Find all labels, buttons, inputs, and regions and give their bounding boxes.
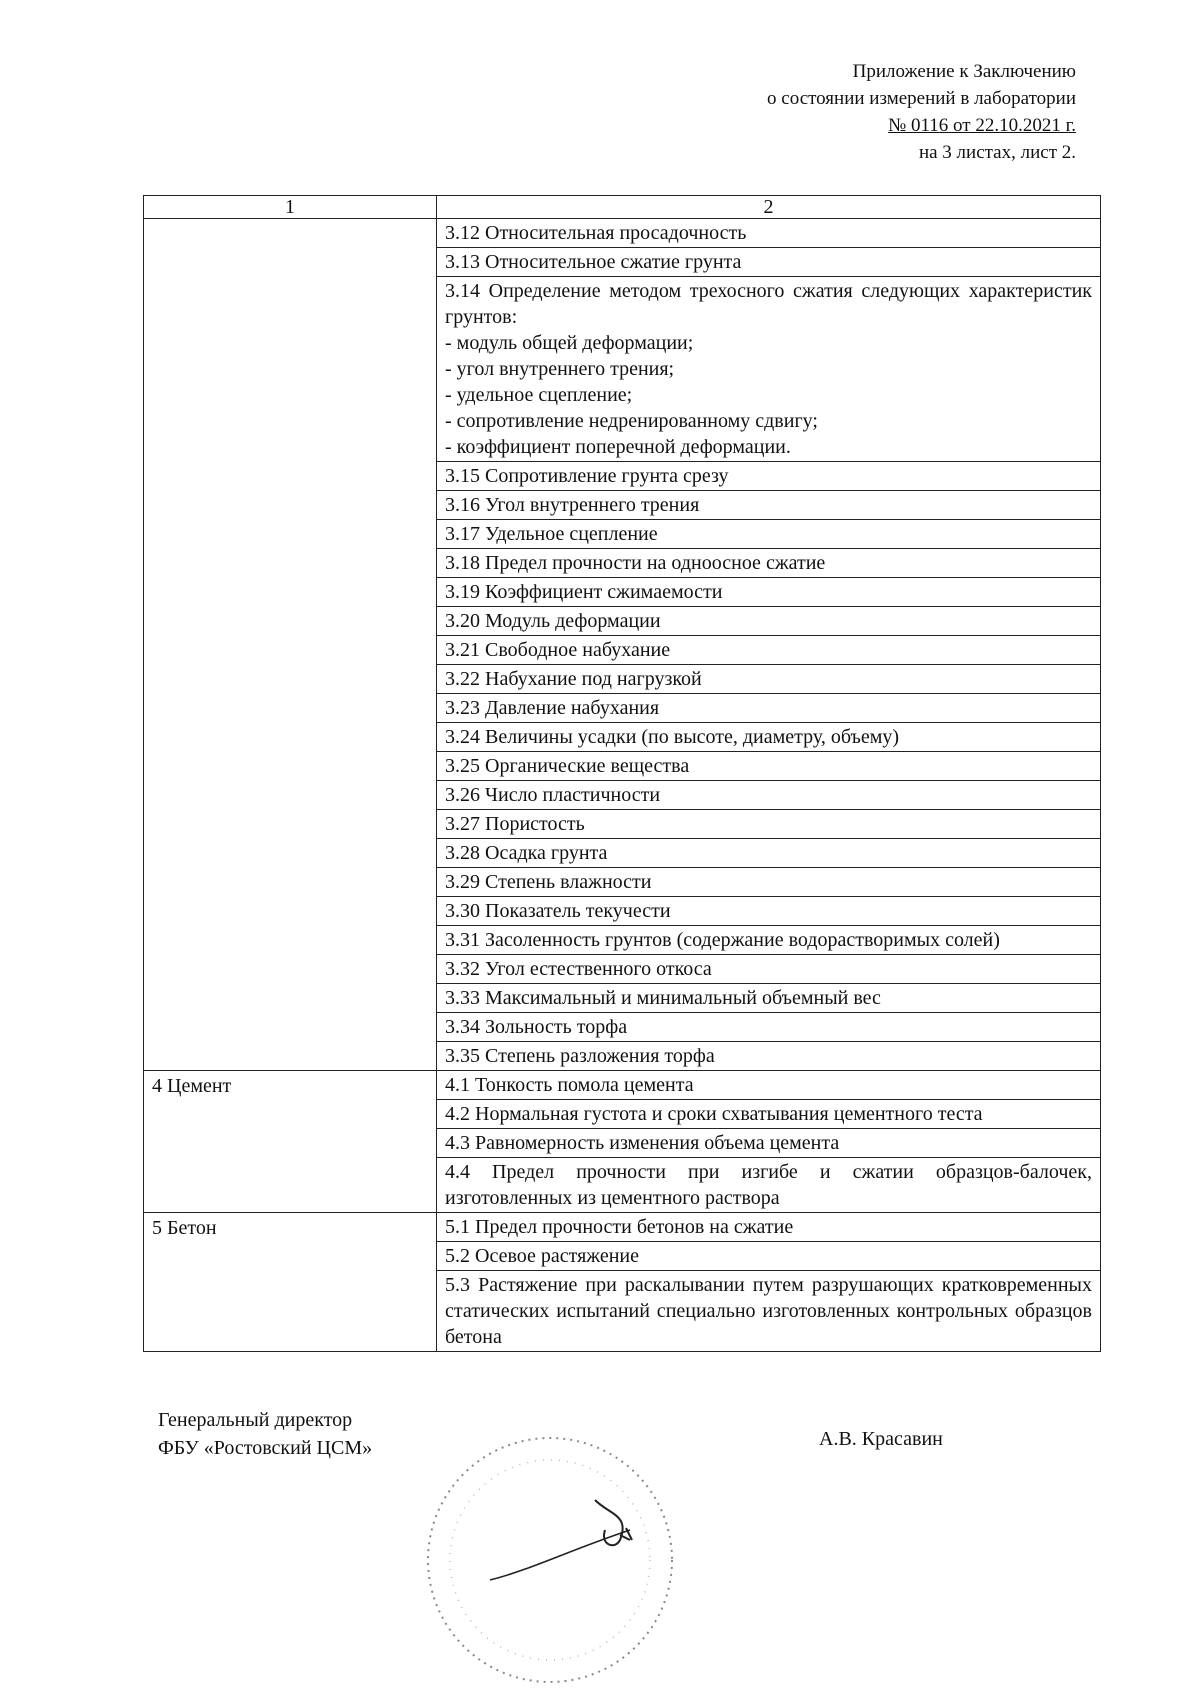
method-cell: 4.3 Равномерность изменения объема цемента [437,1129,1101,1158]
methods-table [143,195,1101,1352]
method-cell: 3.19 Коэффициент сжимаемости [437,578,1101,607]
method-cell: 5.3 Растяжение при раскалывании путем разрушающих кратковременных статических испытаний специально изготовленных контрольных образцов бетона [437,1271,1101,1352]
method-cell: 5.2 Осевое растяжение [437,1242,1101,1271]
signer-position: Генеральный директор [158,1409,353,1431]
table-body [144,219,1101,1352]
method-cell: 3.14 Определение методом трехосного сжатия следующих характеристик грунтов: - модуль общей деформации; - угол внутреннего трения; - удельное сцепление; - сопротивление недренированному сдвигу; - коэффициент поперечной деформации. [437,277,1101,462]
method-cell: 3.23 Давление набухания [437,694,1101,723]
method-cell: 3.24 Величины усадки (по высоте, диаметру, объему) [437,723,1101,752]
signer-name: А.В. Красавин [819,1428,943,1450]
method-cell: 3.29 Степень влажности [437,868,1101,897]
header-sheet-info: на 3 листах, лист 2. [918,142,1076,163]
signature-block [158,1406,372,1462]
method-cell: 3.17 Удельное сцепление [437,520,1101,549]
category-cell [144,219,437,1071]
method-cell: 3.20 Модуль деформации [437,607,1101,636]
method-cell: 3.28 Осадка грунта [437,839,1101,868]
document-header [656,58,1076,166]
method-cell: 3.33 Максимальный и минимальный объемный вес [437,984,1101,1013]
category-cell: 5 Бетон [144,1213,437,1352]
table-header-row [144,196,1101,219]
header-line-1: Приложение к Заключению [852,61,1076,82]
method-cell: 3.16 Угол внутреннего трения [437,491,1101,520]
method-cell: 3.30 Показатель текучести [437,897,1101,926]
method-cell: 3.26 Число пластичности [437,781,1101,810]
table-row [144,219,1101,248]
header-document-number: № 0116 от 22.10.2021 г. [888,115,1076,136]
method-cell: 3.35 Степень разложения торфа [437,1042,1101,1071]
header-line-2: о состоянии измерений в лаборатории [767,88,1076,109]
method-cell: 3.15 Сопротивление грунта срезу [437,462,1101,491]
table-row [144,1213,1101,1242]
column-1-header: 1 [144,196,437,219]
category-cell: 4 Цемент [144,1071,437,1213]
method-cell: 4.2 Нормальная густота и сроки схватывания цементного теста [437,1100,1101,1129]
table-row [144,1071,1101,1100]
method-cell: 3.27 Пористость [437,810,1101,839]
method-cell: 4.1 Тонкость помола цемента [437,1071,1101,1100]
method-cell: 3.32 Угол естественного откоса [437,955,1101,984]
method-cell: 3.31 Засоленность грунтов (содержание водорастворимых солей) [437,926,1101,955]
method-cell: 3.13 Относительное сжатие грунта [437,248,1101,277]
seal-stamp [420,1430,680,1690]
column-2-header: 2 [437,196,1101,219]
method-cell: 3.18 Предел прочности на одноосное сжатие [437,549,1101,578]
method-cell: 5.1 Предел прочности бетонов на сжатие [437,1213,1101,1242]
method-cell: 3.21 Свободное набухание [437,636,1101,665]
signer-organization: ФБУ «Ростовский ЦСМ» [158,1437,373,1459]
method-cell: 3.25 Органические вещества [437,752,1101,781]
method-cell: 3.34 Зольность торфа [437,1013,1101,1042]
method-cell: 3.22 Набухание под нагрузкой [437,665,1101,694]
method-cell: 4.4 Предел прочности при изгибе и сжатии образцов-балочек, изготовленных из цементного раствора [437,1158,1101,1213]
method-cell: 3.12 Относительная просадочность [437,219,1101,248]
